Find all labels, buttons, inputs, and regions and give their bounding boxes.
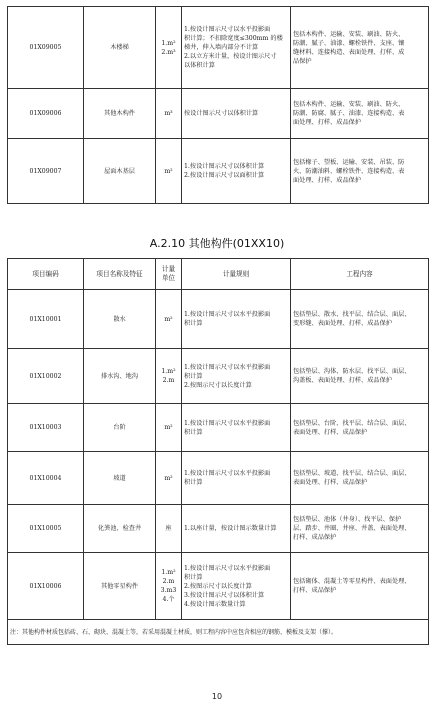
header-unit-line: 计量 bbox=[161, 265, 176, 273]
item-rule bbox=[182, 505, 291, 553]
rule-line: 积计算 bbox=[184, 372, 203, 380]
item-work bbox=[291, 505, 429, 553]
item-name: 化粪池、检查井 bbox=[84, 505, 156, 553]
work-line: 变形缝、表面处理、打样、成品保护 bbox=[293, 320, 392, 327]
work-line: 层、踏步、井圈、井座、井盖、表面处理、 bbox=[293, 525, 411, 532]
item-work bbox=[291, 7, 429, 89]
rule-line: 梯井，伸入墙内部分不计算 bbox=[184, 44, 259, 51]
item-code: 01X09005 bbox=[8, 7, 84, 89]
unit-line: m² bbox=[164, 424, 173, 431]
note-row bbox=[8, 620, 429, 645]
work-line: 面处理、打样、成品保护 bbox=[293, 119, 362, 126]
rule-line: 积计算 bbox=[184, 479, 203, 486]
rule-line: 积计算；不扣除宽度≤300mm 的楼 bbox=[184, 35, 283, 42]
header-unit-line: 单位 bbox=[161, 274, 176, 282]
table-row bbox=[8, 553, 429, 620]
rule-line: 1.以座计量，按设计图示数量计算 bbox=[184, 525, 277, 532]
unit-line: m² bbox=[164, 315, 173, 323]
unit-line: 2.m³ bbox=[161, 48, 176, 56]
unit-line: 2.m bbox=[162, 578, 175, 585]
rule-line: 按设计图示尺寸以体积计算 bbox=[184, 110, 259, 117]
rule-line: 1.按设计图示尺寸以水平投影面 bbox=[184, 470, 271, 477]
item-code: 01X10002 bbox=[8, 349, 84, 404]
unit-line: m² bbox=[164, 167, 173, 175]
rule-line: 积计算 bbox=[184, 428, 203, 436]
item-name: 坡道 bbox=[84, 452, 156, 505]
rule-line: 1.按设计图示尺寸以水平投影面 bbox=[184, 363, 271, 371]
item-code: 01X10005 bbox=[8, 505, 84, 553]
work-line: 沟盖板、表面处理、打样、成品保护 bbox=[293, 377, 392, 384]
table-row bbox=[8, 505, 429, 553]
rule-line: 积计算 bbox=[184, 320, 203, 327]
unit-line: 3.m3 bbox=[160, 587, 177, 594]
item-unit bbox=[156, 139, 182, 204]
work-line: 包括垫层、池体（井身）、找平层、保护 bbox=[293, 516, 402, 523]
item-code: 01X10003 bbox=[8, 404, 84, 452]
item-work bbox=[291, 404, 429, 452]
work-line: 包括垫层、散水、找平层、结合层、面层、 bbox=[293, 311, 411, 318]
item-unit bbox=[156, 404, 182, 452]
table-row bbox=[8, 452, 429, 505]
item-rule bbox=[182, 290, 291, 349]
work-line: 打样、成品保护 bbox=[293, 534, 337, 541]
work-line: 打样、成品保护 bbox=[293, 587, 337, 594]
work-line: 表面处理、打样、成品保护 bbox=[293, 428, 368, 436]
rule-line: 2.按图示尺寸以长度计算 bbox=[184, 381, 252, 389]
rule-line: 1.按设计图示尺寸以体积计算 bbox=[184, 163, 265, 170]
work-line: 防潮、腻子、油漆、螺栓铁件、支座、镶 bbox=[293, 39, 405, 47]
item-work bbox=[291, 452, 429, 505]
item-rule bbox=[182, 7, 291, 89]
rule-line: 3.按设计图示尺寸以体积计算 bbox=[184, 591, 265, 599]
unit-line: m³ bbox=[164, 110, 173, 117]
unit-line: 2.m bbox=[162, 377, 175, 384]
item-code: 01X10006 bbox=[8, 553, 84, 620]
unit-line: 1.m² bbox=[161, 569, 176, 576]
item-code: 01X09006 bbox=[8, 89, 84, 139]
rule-line: 4.按设计图示数量计算 bbox=[184, 600, 246, 608]
header-rule: 计量规则 bbox=[182, 259, 291, 290]
rule-line: 1.按设计图示尺寸以水平投影面 bbox=[184, 419, 271, 427]
item-rule bbox=[182, 89, 291, 139]
work-line: 火、防潮油料、螺栓铁件、连接构造、表 bbox=[293, 167, 405, 175]
item-name: 其他木构件 bbox=[84, 89, 156, 139]
table-row bbox=[8, 404, 429, 452]
item-work bbox=[291, 553, 429, 620]
work-line: 面处理、打样、成品保护 bbox=[293, 176, 362, 184]
work-line: 包括木构件、运输、安装、刷油、防火、 bbox=[293, 30, 405, 38]
table-row bbox=[8, 290, 429, 349]
item-unit bbox=[156, 89, 182, 139]
item-unit bbox=[156, 452, 182, 505]
work-line: 包括垫层、坡道、找平层、结合层、面层、 bbox=[293, 470, 411, 477]
item-name: 台阶 bbox=[84, 404, 156, 452]
item-name: 其他零星构件 bbox=[84, 553, 156, 620]
table-row bbox=[8, 89, 429, 139]
item-rule bbox=[182, 349, 291, 404]
rule-line: 2.以立方米计量，按设计图示尺寸 bbox=[184, 53, 277, 60]
work-line: 缝材料、连接构造、表面处理、打样、成 bbox=[293, 48, 405, 56]
item-name: 木楼梯 bbox=[84, 7, 156, 89]
header-work: 工程内容 bbox=[291, 259, 429, 290]
page-number: 10 bbox=[211, 692, 223, 701]
table-row bbox=[8, 139, 429, 204]
item-code: 01X09007 bbox=[8, 139, 84, 204]
item-rule bbox=[182, 452, 291, 505]
table-row bbox=[8, 7, 429, 89]
rule-line: 积计算 bbox=[184, 573, 203, 581]
table-row bbox=[8, 349, 429, 404]
section-title: A.2.10 其他构件(01XX10) bbox=[149, 237, 285, 250]
rule-line: 2.按图示尺寸以长度计算 bbox=[184, 582, 252, 590]
work-line: 包括木构件、运输、安装、刷油、防火、 bbox=[293, 101, 405, 108]
unit-line: 座 bbox=[165, 525, 172, 532]
item-unit bbox=[156, 290, 182, 349]
unit-line: m² bbox=[164, 474, 173, 482]
work-line: 防潮、防腐、腻子、油漆、连接构造、表 bbox=[293, 110, 405, 117]
unit-line: 4.个 bbox=[162, 596, 175, 603]
work-line: 包括椽子、望板、运输、安装、吊装、防 bbox=[293, 158, 405, 166]
item-unit bbox=[156, 349, 182, 404]
work-line: 包括砌体、混凝土等零星构件、表面处理、 bbox=[293, 578, 411, 585]
table-note: 注：其他构件材质包括砖、石、砌块、混凝土等，若采用混凝土材质，则工程内容中应包含相应的钢筋、模板及支架（撑）。 bbox=[8, 620, 429, 645]
other-components-table bbox=[7, 258, 429, 645]
item-unit bbox=[156, 553, 182, 620]
table-header-row bbox=[8, 259, 429, 290]
rule-line: 1.按设计图示尺寸以水平投影面 bbox=[184, 26, 271, 33]
item-work bbox=[291, 349, 429, 404]
item-name: 散水 bbox=[84, 290, 156, 349]
item-work bbox=[291, 290, 429, 349]
rule-line: 2.按设计图示尺寸以面积计算 bbox=[184, 172, 265, 179]
unit-line: 1.m² bbox=[161, 39, 176, 47]
item-code: 01X10004 bbox=[8, 452, 84, 505]
header-code: 项目编码 bbox=[8, 259, 84, 290]
header-unit bbox=[156, 259, 182, 290]
item-rule bbox=[182, 404, 291, 452]
work-line: 品保护 bbox=[293, 57, 312, 65]
item-work bbox=[291, 89, 429, 139]
item-rule bbox=[182, 139, 291, 204]
header-name: 项目名称及特征 bbox=[84, 259, 156, 290]
unit-line: 1.m² bbox=[161, 368, 176, 375]
work-line: 包括垫层、沟体、防水层、找平层、面层、 bbox=[293, 368, 411, 375]
item-name: 排水沟、地沟 bbox=[84, 349, 156, 404]
item-work bbox=[291, 139, 429, 204]
item-unit bbox=[156, 505, 182, 553]
item-code: 01X10001 bbox=[8, 290, 84, 349]
work-line: 表面处理、打样、成品保护 bbox=[293, 479, 368, 486]
item-name: 屋面木基层 bbox=[84, 139, 156, 204]
upper-items-table bbox=[7, 6, 429, 204]
rule-line: 以体积计算 bbox=[184, 62, 215, 69]
work-line: 包括垫层、台阶、找平层、结合层、面层、 bbox=[293, 419, 411, 427]
rule-line: 1.按设计图示尺寸以水平投影面 bbox=[184, 311, 271, 318]
item-rule bbox=[182, 553, 291, 620]
rule-line: 1.按设计图示尺寸以水平投影面 bbox=[184, 564, 271, 572]
item-unit bbox=[156, 7, 182, 89]
